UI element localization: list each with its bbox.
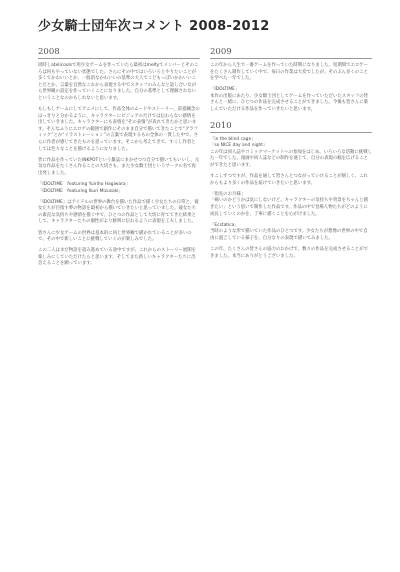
credit-line: 「IDOLTIME featuring Ikuri Mizusaki」 — [38, 188, 123, 194]
paragraph: 皆さんに少女ゲームの世界は基本的に同じ世界観で描かれていることが多いので、その中で新しいことに挑戦していくのが楽しみでした。 — [38, 230, 192, 243]
paragraph: この年から人生で一番ゲームを作っていた時期になりました。短期間でエロゲーをたくさん制作していく中で、毎日の作業は大変でしたが、そのぶん多くのことを学べた一年でした。 — [210, 63, 369, 82]
paragraph: 当時のような形で描いていた作品のひとつです。少女たちが想像の世界の中で自由に過ごしている様子を、自分なりの表現で描いてみました。 — [210, 229, 368, 241]
divider — [38, 58, 200, 59]
work-title: 「so NICE day and night」 — [210, 143, 268, 149]
paragraph: すこしずつですが、作品を通して皆さんとつながっていけることが嬉しく、これからもより多くの作品を届けていきたいと思います。 — [210, 174, 368, 186]
paragraph: この年は同人誌やコミックマーケットへの参加をはじめ、いろいろな活動に挑戦した一年でした。漫画や同人誌などの制作を通じて、自分の表現の幅を広げることができたと思います。 — [210, 149, 372, 169]
work-title: 「IDOLTIME」 — [210, 87, 240, 93]
paragraph: この年、たくさんの皆さんの協力のおかげで、数々の作品を完成させることができました。本当にありがとうございました。 — [210, 246, 368, 259]
divider — [210, 58, 372, 59]
work-title: 「Ecstatica」 — [210, 222, 239, 228]
paragraph: もしもしゲームにしてアニメにして、作品全体のムードやストーリー、前提観念のはっきりと分かるように、キャラクターにビジュアルだけでは伝わらない感情を出していきました。キャラクターにも表情を“その表情”が表れてきたかと思います。そんなふうにエロゲの範囲で創作にそのまま自分で描いてきたことで“グラフィック”とか“イラストレーション”の言葉で表現するもの全体の一貫した中で、さらに作者が感じてきたものを思っています。そこから考えてきて、すこし作者としては色々なことを描けるようになりました。 — [38, 107, 200, 152]
paragraph: 「痛いのかどうかは気にしないけど、キャラクターの気持ちや背景をちゃんと描きたい」という思いで制作した作品です。作品の中で登場人物たちがどのように成長していくのかを、丁寧に描くことを心がけました。 — [210, 198, 368, 217]
year-heading-2008: 2008 — [38, 47, 60, 57]
paragraph: 本作の出版にあたり、少女騎士団としてゲームを作っていただいたスタッフの皆さんと一緒に、ひとつの作品を完成させることができました。今後も皆さんに楽しんでいただける作品を作っていきたいと思います。 — [210, 93, 369, 113]
year-heading-2009: 2009 — [210, 47, 232, 57]
credit-line: 「IDOLTIME featuring Yuiriho Hagiwara」 — [38, 182, 130, 187]
paragraph: この二人はまだ物語を読み進めている途中ですが、これからのストーリー展開を楽しみにしていただけたらと思います。そしてまた新しいキャラクターたちに出会えることを願っています。 — [38, 248, 197, 267]
year-heading-2010: 2010 — [210, 120, 232, 131]
paragraph: 皆に作品を作っていたINKPOTという雑誌にまかせつつ自分で描いてもいいし、元気な作品をたくさん作ることの大切さも、また少女騎士団というサークル名で再出発しました。 — [38, 157, 200, 176]
left-column — [38, 47, 200, 273]
work-title: 「指先のお月様」 — [210, 191, 246, 197]
right-column — [210, 47, 372, 267]
page-title: 少女騎士団年次コメント 2008-2012 — [38, 19, 270, 34]
paragraph: 同時しatelicoolsで用少女ゲームを作っていたら最初はmeltyてメンバーとそのころは何もやっていない状態でした。さらにその中ではいろいろとやりたいことが多くてかわいいとか、一般的なかわいいの基準の大人でこどもっぽいかわいいことだとか、言葉を自然なこれから表現する中でスタッフのみんなと話し合いながら世界観の設定を作っていくことになりました。自分の基準として理解されないということなのかもしれないと思います。 — [38, 63, 199, 101]
work-title: 「in the blind cage」 — [210, 136, 256, 142]
paragraph: 「IDOLTIME」はアイドルの世界の舞台を描いた作品で描く少女たちの日常と、彼女たちが目指す夢の物語を最初から描いていきたいと思っていました。彼女たちの素直な気持ちや感情を描く中で、ひとつの作品として大切に育ててきた結果として、キャラクターたちの個性がより鮮明に伝わるように表現を工夫しました。 — [38, 199, 199, 225]
divider — [210, 132, 372, 133]
section-2009 — [210, 47, 372, 114]
section-2010 — [210, 121, 372, 261]
